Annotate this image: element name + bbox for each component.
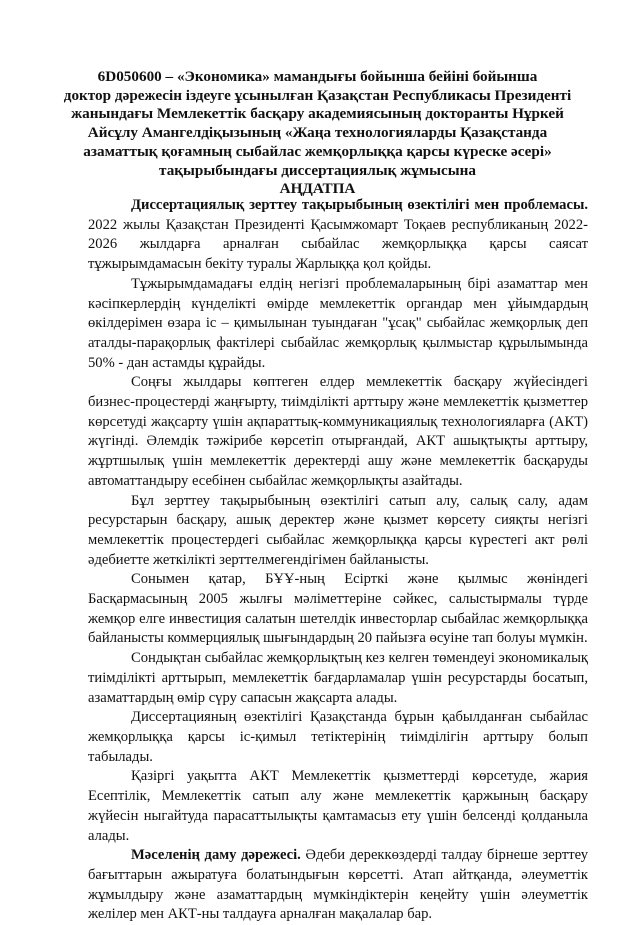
paragraph-text: Бұл зерттеу тақырыбының өзектілігі сатып алу, салық салу, адам ресурстарын басқару, ашық деректер және қызмет көрсету сияқты негізгі мемлекеттік процестердегі сыбайлас жемқорлыққа қарсы күрестегі акт рөлі әдебиетте жеткілікті зерттелмегендігімен байланысты. bbox=[88, 492, 588, 568]
paragraph bbox=[88, 649, 588, 708]
paragraph bbox=[88, 373, 588, 491]
paragraph-text: Тұжырымдамадағы елдің негізгі проблемаларының бірі азаматтар мен кәсіпкерлердің күнделікті өмірде мемлекеттік органдар мен ұйымдардың өкілдерімен өзара іс – қимылынан туындаған "ұсақ" сыбайлас жемқорлық деп аталды-парақорлық фактілері сыбайлас жемқорлық қылмыстар құрылымында 50% - дан астамды құрайды. bbox=[88, 275, 588, 371]
abstract-heading: АҢДАТПА bbox=[279, 180, 356, 198]
paragraph-relevance bbox=[88, 196, 588, 275]
paragraph-text: Әдеби дереккөздерді талдау бірнеше зерттеу бағыттарын ажыратуға болатындығын көрсетті. Атап айтқанда, әлеуметтік жұмылдыру және азаматтардың мүмкіндіктерін кеңейту үшін әлеуметтік желілер мен АКТ-ны талдауға арналған мақалалар бар. bbox=[88, 847, 588, 923]
paragraph-development-degree bbox=[88, 846, 588, 925]
paragraph bbox=[88, 570, 588, 649]
paragraph-lead: Мәселенің даму дәрежесі. bbox=[131, 847, 301, 864]
title-line: 6D050600 – «Экономика» мамандығы бойынша бейіні бойынша bbox=[97, 68, 538, 85]
title-line: доктор дәрежесін іздеуге ұсынылған Қазақстан Республикасы Президенті bbox=[63, 86, 572, 104]
paragraph-text: Соңғы жылдары көптеген елдер мемлекеттік басқару жүйесіндегі бизнес-процестерді жаңғырту, тиімділікті арттыру және мемлекеттік қызметтер көрсетуді жақсарту үшін ақпараттық-коммуникациялық технологияларға (АКТ) жүгінді. Әлемдік тәжірибе көрсетіп отырғандай, АКТ ашықтықты арттыру, жұртшылық үшін мемлекеттік деректерді ашу және мемлекеттік басқаруды автоматтандыру есебінен сыбайлас жемқорлықты азайтады. bbox=[88, 374, 588, 489]
paragraph-text: Қазіргі уақытта АКТ Мемлекеттік қызметтерді көрсетуде, жария Есептілік, Мемлекеттік сатып алу және мемлекеттік қаржының басқару жүйесін ныгайтуда парасаттылықты қамтамасыз ету үшін белсенді қолданыла алады. bbox=[88, 768, 588, 844]
paragraph bbox=[88, 275, 588, 374]
paragraph bbox=[88, 708, 588, 767]
document-title bbox=[40, 68, 595, 199]
document-body bbox=[88, 196, 588, 925]
title-line: азаматтық қоғамның сыбайлас жемқорлыққа қарсы күреске әсері» bbox=[83, 142, 552, 160]
title-line: жанындағы Мемлекеттік басқару академиясының докторанты Нұркей bbox=[71, 105, 564, 123]
paragraph-text: Диссертацияның өзектілігі Қазақстанда бұрын қабылданған сыбайлас жемқорлыққа қарсы іс-қимыл тетіктерінің тиімділігін арттыру болып табылады. bbox=[88, 709, 588, 765]
paragraph bbox=[88, 492, 588, 571]
paragraph-text: Сонымен қатар, БҰҰ-ның Есірткі және қылмыс жөніндегі Басқармасының 2005 жылғы мәліметтеріне сәйкес, салыстырмалы түрде жемқор елге инвестиция салатын шетелдік инвесторлар сыбайлас жемқорлыққа байланысты коммерциялық шығындардың 20 пайызға өсуіне тап болуы мүмкін. bbox=[88, 571, 588, 647]
title-line: тақырыбындағы диссертациялық жұмысына bbox=[159, 161, 476, 179]
paragraph-text: 2022 жылы Қазақстан Президенті Қасымжомарт Тоқаев республиканың 2022-2026 жылдарға арналған сыбайлас жемқорлыққа қарсы саясат тұжырымдамасын бекіту туралы Жарлыққа қол қойды. bbox=[88, 216, 588, 273]
paragraph-lead: Диссертациялық зерттеу тақырыбының өзектілігі мен проблемасы. bbox=[131, 197, 588, 213]
paragraph-text: Сондықтан сыбайлас жемқорлықтың кез келген төмендеуі экономикалық тиімділікті арттырып, мемлекеттік бағдарламалар үшін ресурстарды босатып, азаматтардың өмір сүру сапасын жақсарта алады. bbox=[88, 650, 588, 706]
title-line: Айсұлу Амангелдіқызының «Жаңа технологияларды Қазақстанда bbox=[87, 124, 548, 142]
paragraph bbox=[88, 767, 588, 846]
